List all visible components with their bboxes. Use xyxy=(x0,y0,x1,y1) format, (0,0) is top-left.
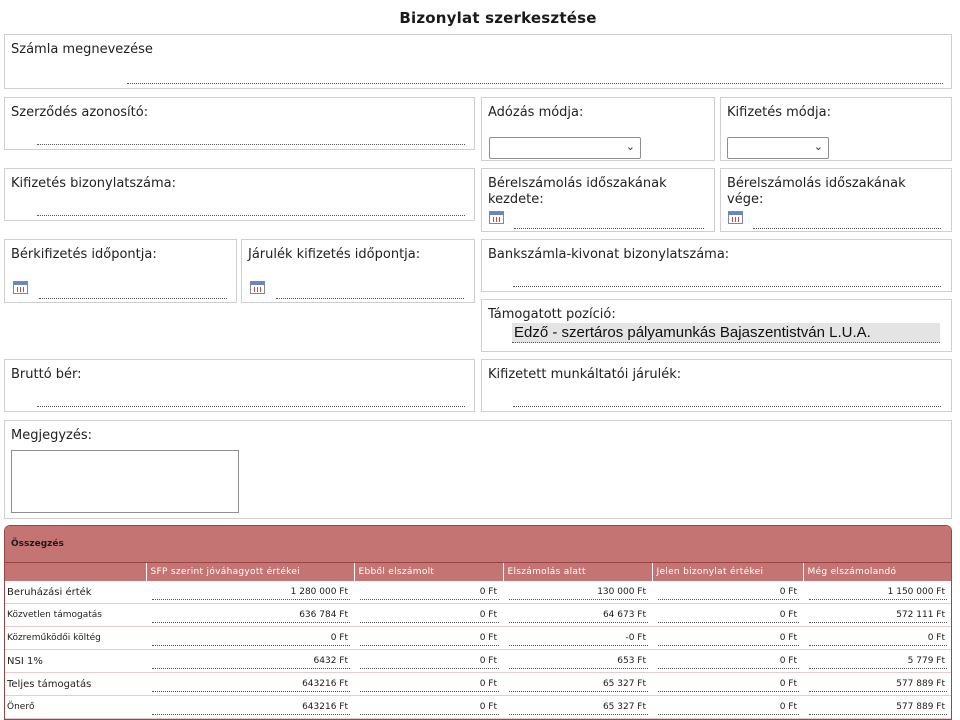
value-cell: 572 111 Ft xyxy=(809,608,947,623)
calendar-icon[interactable] xyxy=(489,211,504,224)
value-cell: 0 Ft xyxy=(360,631,499,646)
note-label: Megjegyzés: xyxy=(11,428,92,443)
wage-payment-date-input[interactable] xyxy=(39,298,227,299)
payment-doc-box xyxy=(4,168,475,221)
payroll-end-box xyxy=(720,168,952,232)
value-cell: 643216 Ft xyxy=(152,700,350,715)
calendar-icon[interactable] xyxy=(728,211,743,224)
invoice-name-label: Számla megnevezése xyxy=(11,42,153,57)
value-cell: 1 150 000 Ft xyxy=(809,585,947,600)
value-cell: 653 Ft xyxy=(509,654,648,669)
value-cell: 577 889 Ft xyxy=(809,700,947,715)
value-cell: 5 779 Ft xyxy=(809,654,947,669)
contribution-date-label: Járulék kifizetés időpontja: xyxy=(248,247,421,262)
row-label: Közreműködői költég xyxy=(5,627,146,650)
supported-position-label: Támogatott pozíció: xyxy=(488,307,616,322)
row-label: NSI 1% xyxy=(5,650,146,673)
value-cell: -0 Ft xyxy=(509,631,648,646)
value-cell: 0 Ft xyxy=(658,585,799,600)
value-cell: 65 327 Ft xyxy=(509,700,648,715)
gross-wage-box xyxy=(4,359,475,412)
bank-statement-box xyxy=(481,239,952,292)
value-cell: 130 000 Ft xyxy=(509,585,648,600)
summary-panel xyxy=(4,525,952,720)
value-cell: 0 Ft xyxy=(658,700,799,715)
column-header: Elszámolás alatt xyxy=(503,563,652,581)
gross-wage-label: Bruttó bér: xyxy=(11,367,82,382)
column-header: SFP szerint jóváhagyott értékei xyxy=(146,563,354,581)
value-cell: 0 Ft xyxy=(658,631,799,646)
row-label: Közvetlen támogatás xyxy=(5,604,146,627)
column-header: Jelen bizonylat értékei xyxy=(652,563,803,581)
note-textarea[interactable] xyxy=(11,450,239,513)
gross-wage-input[interactable] xyxy=(37,406,465,407)
payment-mode-select[interactable] xyxy=(727,137,829,159)
contribution-date-box xyxy=(241,239,475,303)
chevron-down-icon: ⌄ xyxy=(625,140,635,153)
wage-payment-date-label: Bérkifizetés időpontja: xyxy=(11,247,157,262)
column-header: Még elszámolandó xyxy=(803,563,951,581)
contract-id-input[interactable] xyxy=(37,144,465,145)
payroll-start-input[interactable] xyxy=(514,228,704,229)
table-row xyxy=(5,581,951,604)
value-cell: 0 Ft xyxy=(360,585,499,600)
payroll-end-input[interactable] xyxy=(753,228,941,229)
invoice-name-box xyxy=(4,34,952,89)
table-row xyxy=(5,696,951,719)
supported-position-value[interactable]: Edző - szertáros pályamunkás Bajaszentistván L.U.A. xyxy=(512,323,940,343)
tax-mode-select[interactable] xyxy=(489,137,641,159)
payroll-start-label: Bérelszámolás időszakának kezdete: xyxy=(488,176,667,207)
row-label: Önerő xyxy=(5,696,146,719)
column-header xyxy=(5,563,146,581)
value-cell: 0 Ft xyxy=(360,700,499,715)
table-row xyxy=(5,627,951,650)
contribution-date-input[interactable] xyxy=(276,298,464,299)
employer-contribution-label: Kifizetett munkáltatói járulék: xyxy=(488,367,682,382)
contract-id-label: Szerződés azonosító: xyxy=(11,105,149,120)
employer-contribution-box xyxy=(481,359,952,412)
row-label: Teljes támogatás xyxy=(5,673,146,696)
value-cell: 643216 Ft xyxy=(152,677,350,692)
value-cell: 6432 Ft xyxy=(152,654,350,669)
payment-doc-input[interactable] xyxy=(37,215,465,216)
value-cell: 0 Ft xyxy=(658,654,799,669)
supported-position-box xyxy=(481,299,952,352)
value-cell: 0 Ft xyxy=(360,608,499,623)
value-cell: 0 Ft xyxy=(658,608,799,623)
note-box xyxy=(4,420,952,519)
calendar-icon[interactable] xyxy=(250,281,265,294)
calendar-icon[interactable] xyxy=(13,281,28,294)
tax-mode-box xyxy=(481,97,715,161)
payment-doc-label: Kifizetés bizonylatszáma: xyxy=(11,176,176,191)
table-row xyxy=(5,650,951,673)
payroll-start-box xyxy=(481,168,715,232)
value-cell: 0 Ft xyxy=(360,677,499,692)
payment-mode-box xyxy=(720,97,952,161)
value-cell: 1 280 000 Ft xyxy=(152,585,350,600)
value-cell: 636 784 Ft xyxy=(152,608,350,623)
value-cell: 0 Ft xyxy=(152,631,350,646)
value-cell: 0 Ft xyxy=(360,654,499,669)
wage-payment-date-box xyxy=(4,239,237,303)
tax-mode-label: Adózás módja: xyxy=(488,105,584,120)
payment-mode-label: Kifizetés módja: xyxy=(727,105,831,120)
bank-statement-label: Bankszámla-kivonat bizonylatszáma: xyxy=(488,247,730,262)
payroll-end-label: Bérelszámolás időszakának vége: xyxy=(727,176,906,207)
column-header: Ebből elszámolt xyxy=(354,563,503,581)
row-label: Beruházási érték xyxy=(5,581,146,604)
value-cell: 577 889 Ft xyxy=(809,677,947,692)
employer-contribution-input[interactable] xyxy=(513,406,941,407)
summary-header-row xyxy=(5,563,951,581)
value-cell: 64 673 Ft xyxy=(509,608,648,623)
value-cell: 0 Ft xyxy=(809,631,947,646)
summary-title: Összegzés xyxy=(5,526,951,563)
contract-id-box xyxy=(4,97,475,150)
bank-statement-input[interactable] xyxy=(513,286,941,287)
value-cell: 65 327 Ft xyxy=(509,677,648,692)
page-title: Bizonylat szerkesztése xyxy=(399,9,597,27)
table-row xyxy=(5,604,951,627)
table-row xyxy=(5,673,951,696)
chevron-down-icon: ⌄ xyxy=(813,140,823,153)
summary-table xyxy=(5,563,952,719)
value-cell: 0 Ft xyxy=(658,677,799,692)
invoice-name-input[interactable] xyxy=(127,83,943,84)
